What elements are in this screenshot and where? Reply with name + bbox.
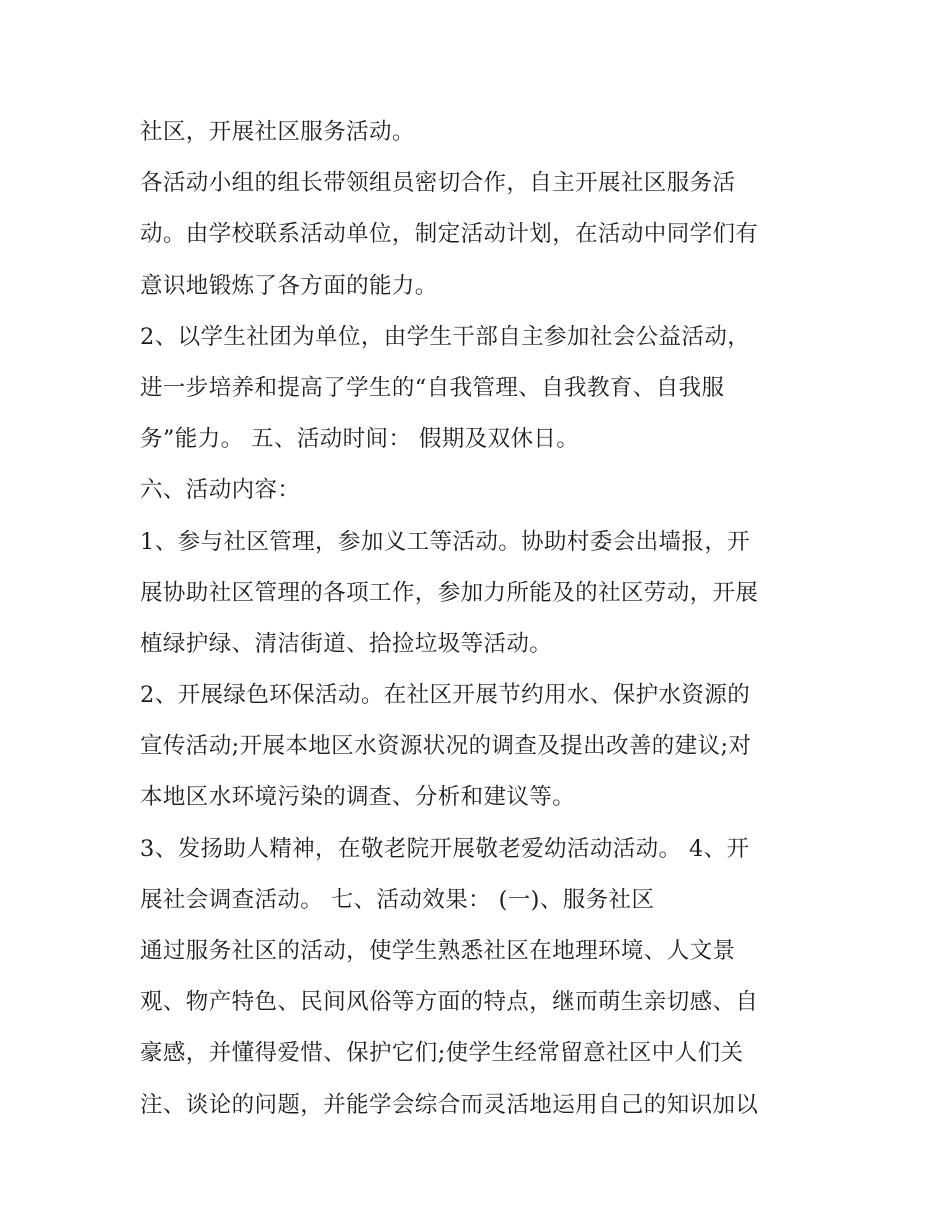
text-line: 各活动小组的组长带领组员密切合作，自主开展社区服务活 <box>140 170 736 197</box>
text-line: 务”能力。 五、活动时间： 假期及双休日。 <box>140 426 580 453</box>
text-line: 观、物产特色、民间风俗等方面的特点，继而萌生亲切感、自 <box>140 989 759 1016</box>
text-line: 2、以学生社团为单位，由学生干部自主参加社会公益活动， <box>140 323 751 350</box>
body-text <box>140 107 830 1131</box>
text-line: 1、参与社区管理，参加义工等活动。协助村委会出墙报，开 <box>140 528 751 555</box>
text-line: 动。由学校联系活动单位，制定活动计划，在活动中同学们有 <box>140 221 759 248</box>
text-line: 本地区水环境污染的调查、分析和建议等。 <box>140 784 576 811</box>
text-line: 2、开展绿色环保活动。在社区开展节约用水、保护水资源的 <box>140 682 751 709</box>
text-line: 进一步培养和提高了学生的“自我管理、自我教育、自我服 <box>140 374 725 401</box>
text-line: 社区，开展社区服务活动。 <box>140 119 415 145</box>
text-line: 展协助社区管理的各项工作，参加力所能及的社区劳动，开展 <box>140 579 759 606</box>
section-heading: 六、活动内容： <box>140 477 301 504</box>
text-line: 注、谈论的问题，并能学会综合而灵活地运用自己的知识加以 <box>140 1091 759 1118</box>
text-line: 植绿护绿、清洁街道、拾捡垃圾等活动。 <box>140 630 553 657</box>
text-line: 意识地锻炼了各方面的能力。 <box>140 272 438 299</box>
text-line: 展社会调查活动。 七、活动效果： (一)、服务社区 <box>140 886 655 913</box>
text-line: 豪感，并懂得爱惜、保护它们;使学生经常留意社区中人们关 <box>140 1040 744 1067</box>
text-line: 通过服务社区的活动，使学生熟悉社区在地理环境、人文景 <box>140 938 736 964</box>
text-line: 宣传活动;开展本地区水资源状况的调查及提出改善的建议;对 <box>140 733 752 760</box>
text-line: 3、发扬助人精神，在敬老院开展敬老爱幼活动活动。 4、开 <box>140 835 750 862</box>
